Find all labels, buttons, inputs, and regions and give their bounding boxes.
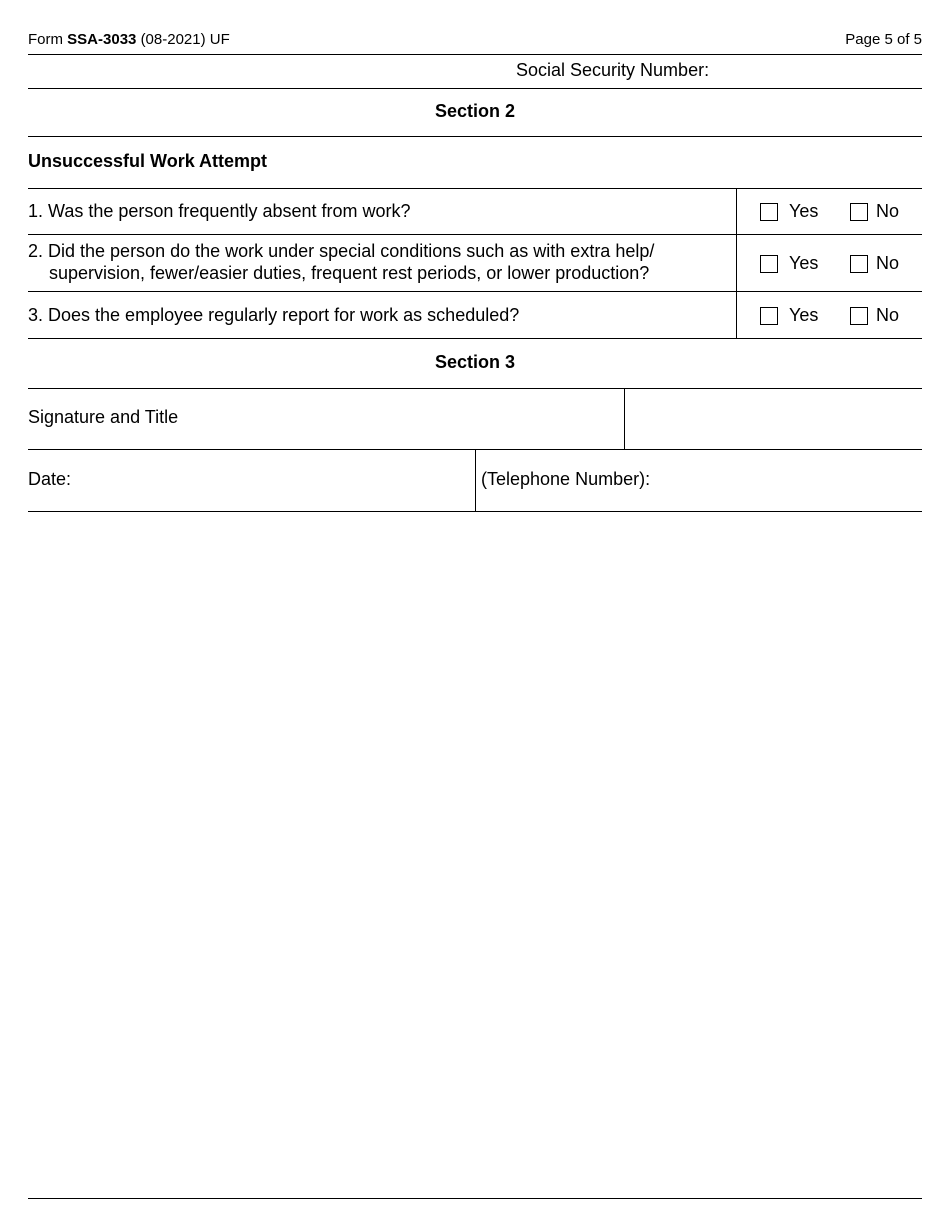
date-label: Date: xyxy=(28,469,72,489)
divider xyxy=(28,338,922,339)
question-2 xyxy=(28,240,728,284)
divider xyxy=(28,388,922,389)
telephone-number-label: (Telephone Number): xyxy=(481,469,651,489)
ssn-field[interactable] xyxy=(720,58,920,84)
telephone-number-field[interactable] xyxy=(665,453,920,507)
footer-divider xyxy=(28,1198,922,1199)
question-2-text-line1: 2. Did the person do the work under special conditions such as with extra help/ xyxy=(28,241,655,261)
date-field[interactable] xyxy=(80,453,470,507)
question-3-no[interactable] xyxy=(850,305,899,326)
question-1 xyxy=(28,200,728,222)
section-2-title: Section 2 xyxy=(434,101,516,121)
section-3-title: Section 3 xyxy=(434,352,516,372)
question-3-text: 3. Does the employee regularly report for work as scheduled? xyxy=(28,305,520,325)
question-3 xyxy=(28,304,728,326)
divider xyxy=(28,511,922,512)
divider xyxy=(28,291,922,292)
no-label: No xyxy=(876,305,900,325)
form-number: SSA-3033 xyxy=(67,31,137,48)
checkbox-no[interactable] xyxy=(850,203,868,221)
yes-label: Yes xyxy=(789,253,819,273)
divider xyxy=(28,136,922,137)
no-label: No xyxy=(876,253,900,273)
form-prefix: Form xyxy=(28,31,63,48)
divider xyxy=(28,88,922,89)
question-2-yes[interactable] xyxy=(760,253,818,274)
question-1-yes[interactable] xyxy=(760,201,818,222)
column-divider xyxy=(736,188,737,338)
title-field[interactable] xyxy=(628,392,920,446)
checkbox-yes[interactable] xyxy=(760,203,778,221)
question-1-text: 1. Was the person frequently absent from work? xyxy=(28,201,411,221)
page-number: Page 5 of 5 xyxy=(845,31,922,48)
divider xyxy=(28,188,922,189)
question-2-no[interactable] xyxy=(850,253,899,274)
checkbox-yes[interactable] xyxy=(760,307,778,325)
checkbox-no[interactable] xyxy=(850,307,868,325)
question-3-yes[interactable] xyxy=(760,305,818,326)
column-divider xyxy=(624,388,625,449)
divider xyxy=(28,54,922,55)
yes-label: Yes xyxy=(789,305,819,325)
question-1-no[interactable] xyxy=(850,201,899,222)
form-revision: (08-2021) UF xyxy=(140,31,230,48)
checkbox-no[interactable] xyxy=(850,255,868,273)
signature-and-title-label: Signature and Title xyxy=(28,407,179,427)
form-identifier xyxy=(28,31,230,48)
signature-field[interactable] xyxy=(240,392,620,446)
checkbox-yes[interactable] xyxy=(760,255,778,273)
yes-label: Yes xyxy=(789,201,819,221)
ssn-label: Social Security Number: xyxy=(516,60,710,80)
no-label: No xyxy=(876,201,900,221)
unsuccessful-work-attempt-heading: Unsuccessful Work Attempt xyxy=(28,151,268,171)
column-divider xyxy=(475,449,476,511)
divider xyxy=(28,234,922,235)
question-2-text-line2: supervision, fewer/easier duties, frequent rest periods, or lower production? xyxy=(49,263,650,283)
